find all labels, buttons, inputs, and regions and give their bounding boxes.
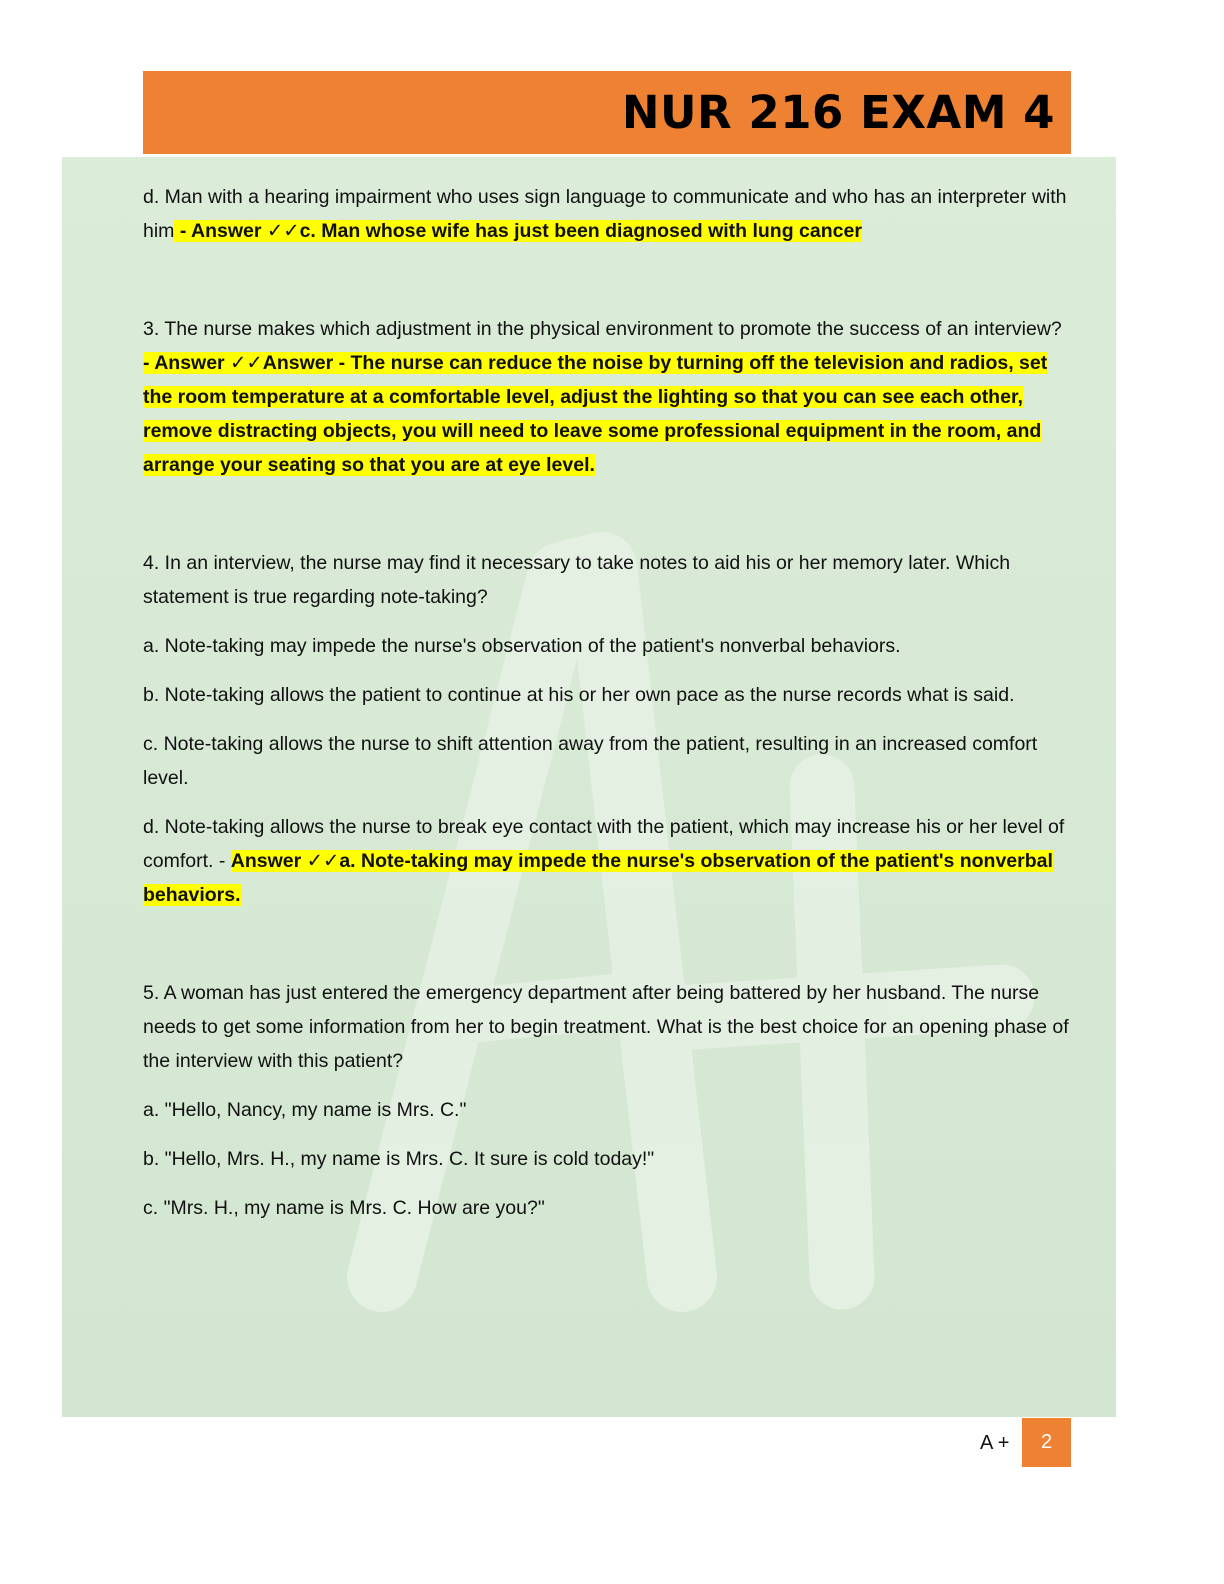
answer-dash: - (174, 220, 192, 242)
question-4-option-d (143, 810, 1073, 912)
page-title: NUR 216 EXAM 4 (621, 86, 1055, 139)
footer-label: A + (980, 1432, 1010, 1454)
question-3-text: 3. The nurse makes which adjustment in the physical environment to promote the success of an interview? (143, 318, 1062, 340)
question-4-option-a: a. Note-taking may impede the nurse's observation of the patient's nonverbal behaviors. (143, 635, 901, 657)
page-number: 2 (1022, 1418, 1071, 1467)
question-5-text: 5. A woman has just entered the emergency department after being battered by her husband. The nurse needs to get some information from her to begin treatment. What is the best choice for an opening phase of the interview with this patient? (143, 982, 1069, 1072)
exam-content (143, 180, 1073, 1240)
question-4-option-d-text: d. Note-taking allows the nurse to break eye contact with the patient, which may increase his or her level of comfort. (143, 816, 1065, 872)
question-4-option-c: c. Note-taking allows the nurse to shift attention away from the patient, resulting in an increased comfort level. (143, 733, 1038, 789)
question-5-option-c: c. "Mrs. H., my name is Mrs. C. How are you?" (143, 1197, 545, 1219)
answer-dash: - (143, 352, 155, 374)
question-5-option-b: b. "Hello, Mrs. H., my name is Mrs. C. It sure is cold today!" (143, 1148, 655, 1170)
answer-dash: - (213, 850, 231, 872)
question-4-text: 4. In an interview, the nurse may find it necessary to take notes to aid his or her memory later. Which statement is true regarding note-taking? (143, 552, 1011, 608)
question-2-answer: Answer ✓✓c. Man whose wife has just been diagnosed with lung cancer (191, 220, 862, 242)
question-2-tail (143, 180, 1073, 248)
question-4-option-b: b. Note-taking allows the patient to continue at his or her own pace as the nurse records what is said. (143, 684, 1015, 706)
question-3-answer: Answer ✓✓Answer - The nurse can reduce the noise by turning off the television and radios, set the room temperature at a comfortable level, adjust the lighting so that you can see each other, remove distracting objects, you will need to leave some professional equipment in the room, and arrange your seating so that you are at eye level. (143, 352, 1048, 476)
question-2-option-d: d. Man with a hearing impairment who uses sign language to communicate and who has an interpreter with him (143, 186, 1067, 242)
question-4-answer: Answer ✓✓a. Note-taking may impede the nurse's observation of the patient's nonverbal behaviors. (143, 850, 1053, 906)
header-bar (143, 71, 1071, 154)
question-5-option-a: a. "Hello, Nancy, my name is Mrs. C." (143, 1099, 467, 1121)
question-3 (143, 312, 1073, 482)
